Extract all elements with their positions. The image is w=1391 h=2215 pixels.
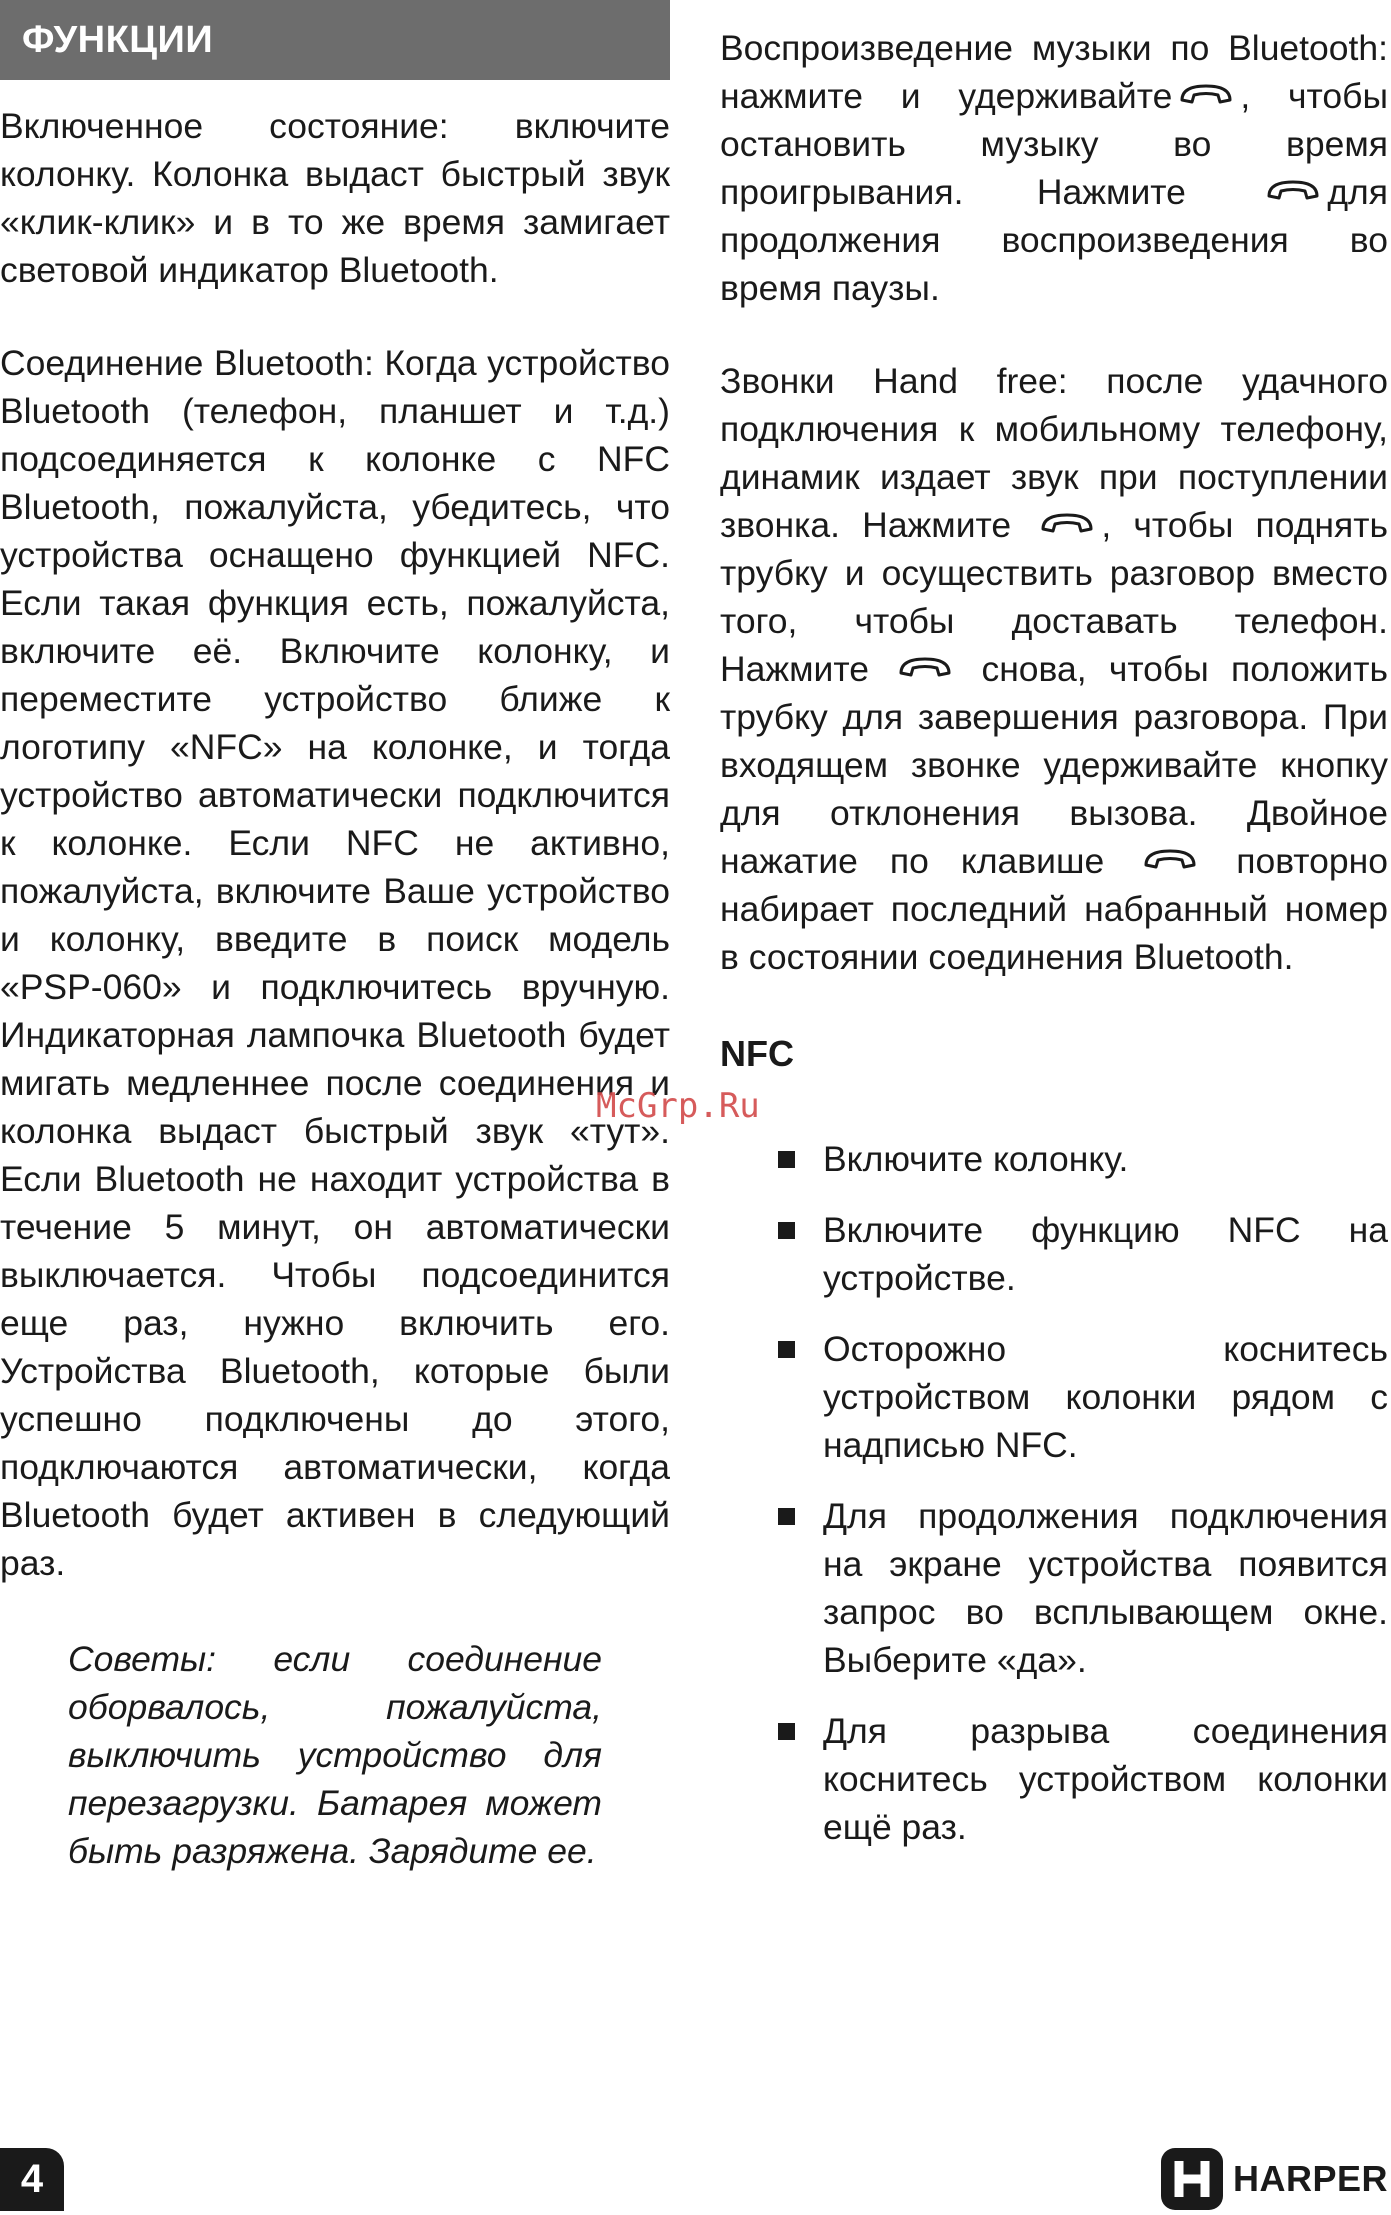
- nfc-step-text: Включите функцию NFC на устройстве.: [823, 1210, 1388, 1298]
- phone-handset-icon: [1039, 509, 1095, 539]
- nfc-step-text: Включите колонку.: [823, 1139, 1129, 1179]
- nfc-step-text: Для разрыва соединения коснитесь устройством колонки ещё раз.: [823, 1711, 1388, 1847]
- right-column: [720, 0, 1388, 1874]
- bluetooth-connection-paragraph: Соединение Bluetooth: Когда устройство Bluetooth (телефон, планшет и т.д.) подсоединяется к колонке с NFC Bluetooth, пожалуйста, убедитесь, что устройства оснащено функцией NFC. Если такая функция есть, пожалуйста, включите её. Включите колонку, и переместите устройство ближе к логотипу «NFC» на колонке, и тогда устройство автоматически подключится к колонке. Если NFC не активно, пожалуйста, включите Ваше устройство и колонку, введите в поиск модель «PSP-060» и подключитесь вручную. Индикаторная лампочка Bluetooth будет мигать медленнее после соединения и колонка выдаст быстрый звук «тут». Если Bluetooth не находит устройства в течение 5 минут, он автоматически выключается. Чтобы подсоединится еще раз, нужно включить его. Устройства Bluetooth, которые были успешно подключены до этого, подключаются автоматически, когда Bluetooth будет активен в следующий раз.: [0, 343, 670, 1583]
- calls-text-4: повторно набирает последний набранный номер в состоянии соединения Bluetooth.: [720, 841, 1388, 977]
- square-bullet-icon: [778, 1508, 795, 1525]
- square-bullet-icon: [778, 1723, 795, 1740]
- phone-handset-icon: [1142, 845, 1198, 875]
- nfc-step-text: Для продолжения подключения на экране устройства появится запрос во всплывающем окне. Выберите «да».: [823, 1496, 1388, 1680]
- music-playback-paragraph: [720, 24, 1388, 312]
- nfc-heading: NFC: [720, 1033, 794, 1074]
- square-bullet-icon: [778, 1151, 795, 1168]
- phone-handset-icon: [1178, 80, 1234, 110]
- list-item: [720, 1325, 1388, 1469]
- calls-text-1: Звонки Hand free: после удачного подключения к мобильному телефону, динамик издает звук при поступлении звонка. Нажмите: [720, 361, 1388, 545]
- phone-handset-icon: [897, 653, 953, 683]
- list-item: [720, 1135, 1388, 1183]
- list-item: [720, 1206, 1388, 1302]
- section-header: [0, 0, 670, 80]
- nfc-step-text: Осторожно коснитесь устройством колонки рядом с надписью NFC.: [823, 1329, 1388, 1465]
- tips-note: Советы: если соединение оборвалось, пожалуйста, выключить устройство для перезагрузки. Батарея может быть разряжена. Зарядите ее.: [68, 1639, 602, 1871]
- section-title: ФУНКЦИИ: [22, 18, 214, 61]
- harper-h-icon: [1161, 2148, 1223, 2210]
- hands-free-paragraph: [720, 357, 1388, 981]
- list-item: [720, 1707, 1388, 1851]
- list-item: [720, 1492, 1388, 1684]
- phone-handset-icon: [1265, 176, 1321, 206]
- page-number-text: 4: [20, 2157, 44, 2201]
- watermark: McGrp.Ru: [596, 1086, 760, 1126]
- music-text-3: для продолжения воспроизведения во время паузы.: [720, 172, 1388, 308]
- brand-logo: [1161, 2148, 1388, 2210]
- calls-text-2: , чтобы поднять трубку и осуществить разговор вместо того, чтобы доставать телефон. Нажмите: [720, 505, 1388, 689]
- nfc-steps-list: [720, 1135, 1388, 1851]
- music-text-2: , чтобы остановить музыку во время проигрывания. Нажмите: [720, 76, 1388, 212]
- left-column: [0, 0, 670, 1875]
- calls-text-3: снова, чтобы положить трубку для завершения разговора. При входящем звонке удерживайте кнопку для отклонения вызова. Двойное нажатие по клавише: [720, 649, 1388, 881]
- power-on-paragraph: Включенное состояние: включите колонку. Колонка выдаст быстрый звук «клик-клик» и в то же время замигает световой индикатор Bluetooth.: [0, 106, 670, 290]
- square-bullet-icon: [778, 1341, 795, 1358]
- brand-name: HARPER: [1232, 2158, 1388, 2199]
- square-bullet-icon: [778, 1222, 795, 1239]
- page-number: [0, 2148, 64, 2211]
- music-text-1: Воспроизведение музыки по Bluetooth: нажмите и удерживайте: [720, 28, 1388, 116]
